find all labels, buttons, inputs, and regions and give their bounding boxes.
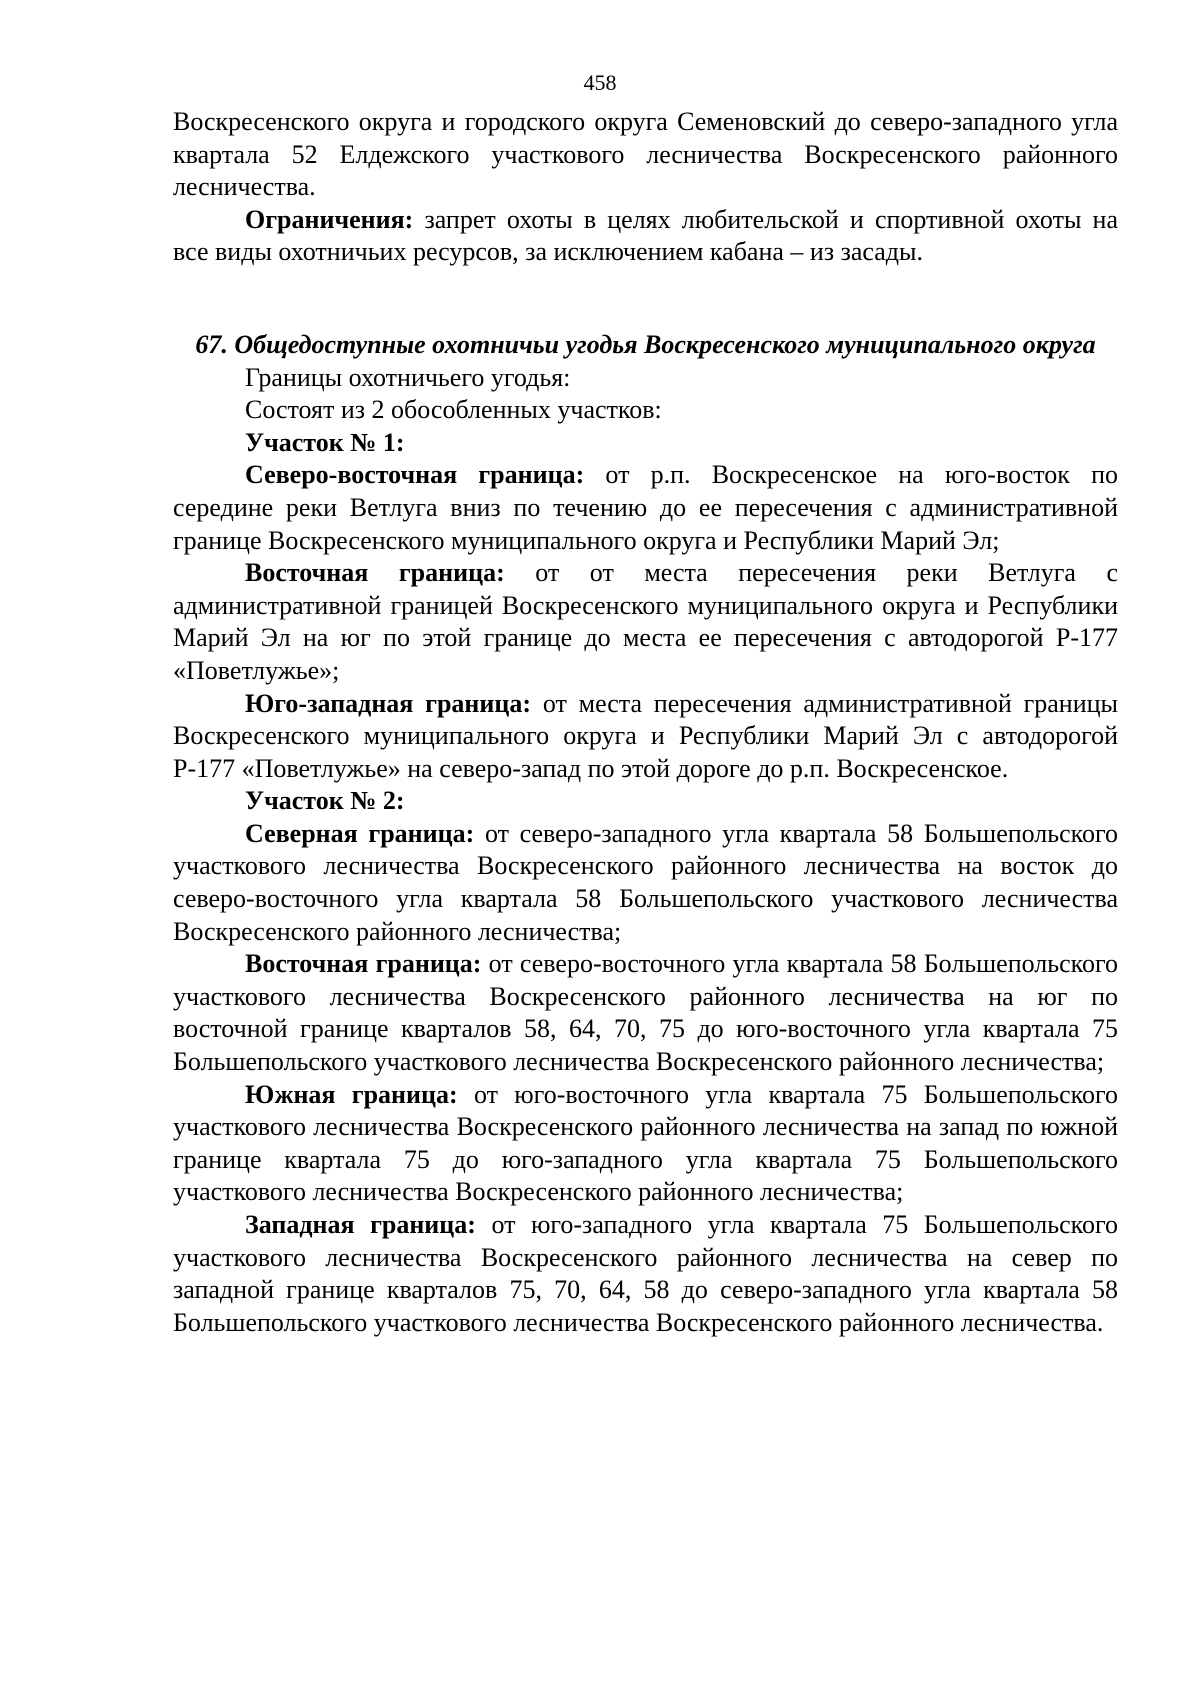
border-label: Южная граница: — [245, 1079, 458, 1109]
border-paragraph — [173, 688, 1118, 786]
border-paragraph — [173, 948, 1118, 1078]
continuation-paragraph: Воскресенского округа и городского округа Семеновский до северо-западного угла квартала 52 Елдежского участкового лесничества Воскресенского районного лесничества. — [173, 107, 1118, 202]
border-text: от юго-западного угла квартала 75 Большепольского участкового лесничества Воскресенского районного лесничества на север по западной границе кварталов 75, 70, 64, 58 до северо-западного угла квартала 58 Большепольского участкового лесничества Воскресенского районного лесничества. — [173, 1210, 1118, 1337]
border-text: от северо-западного угла квартала 58 Большепольского участкового лесничества Воскресенского районного лесничества на восток до северо-восточного угла квартала 58 Большепольского участкового лесничества Воскресенского районного лесничества; — [173, 818, 1119, 946]
border-text: от р.п. Воскресенское на юго-восток по середине реки Ветлуга вниз по течению до ее пересечения с административной границе Воскресенского муниципального округа и Республики Марий Эл; — [173, 460, 1118, 555]
border-label: Западная граница: — [245, 1210, 476, 1239]
border-paragraph — [173, 1209, 1118, 1339]
restriction-paragraph — [173, 204, 1118, 269]
border-label: Восточная граница: — [245, 949, 482, 979]
border-paragraph — [173, 1079, 1118, 1209]
border-paragraph — [173, 557, 1118, 687]
section-spacer — [173, 269, 1118, 329]
border-label: Северо-восточная граница: — [245, 460, 585, 490]
plot-title: Участок № 2: — [245, 786, 405, 816]
border-paragraph — [173, 818, 1118, 948]
composition-text: Состоят из 2 обособленных участков: — [245, 395, 662, 425]
border-text: от юго-восточного угла квартала 75 Большепольского участкового лесничества Воскресенского районного лесничества на запад по южной границе квартала 75 до юго-западного угла квартала 75 Большепольского участкового лесничества Воскресенского районного лесничества; — [173, 1079, 1119, 1207]
border-paragraph — [173, 459, 1118, 557]
section-heading: 67. Общедоступные охотничьи угодья Воскресенского муниципального округа — [195, 329, 1096, 359]
borders-label: Границы охотничьего угодья: — [245, 362, 571, 392]
border-label: Юго-западная граница: — [245, 688, 532, 718]
border-text: от от места пересечения реки Ветлуга с административной границей Воскресенского муниципального округа и Республики Марий Эл на юг по этой границе до места ее пересечения с автодорогой Р-177 «Поветлужье»; — [173, 558, 1118, 685]
border-label: Восточная граница: — [245, 558, 505, 588]
page-number: 458 — [583, 70, 617, 95]
restriction-label: Ограничения: — [245, 204, 414, 234]
restriction-text: запрет охоты в целях любительской и спортивной охоты на все виды охотничьих ресурсов, за исключением кабана – из засады. — [173, 204, 1118, 267]
border-text: от места пересечения административной границы Воскресенского муниципального округа и Республики Марий Эл с автодорогой Р-177 «Поветлужье» на северо-запад по этой дороге до р.п. Воскресенское. — [173, 688, 1118, 783]
plot-title: Участок № 1: — [245, 427, 405, 457]
page-content — [173, 106, 1118, 1339]
border-label: Северная граница: — [245, 818, 475, 848]
border-text: от северо-восточного угла квартала 58 Большепольского участкового лесничества Воскресенского районного лесничества на юг по восточной границе кварталов 58, 64, 70, 75 до юго-восточного угла квартала 75 Большепольского участкового лесничества Воскресенского районного лесничества; — [173, 949, 1118, 1077]
